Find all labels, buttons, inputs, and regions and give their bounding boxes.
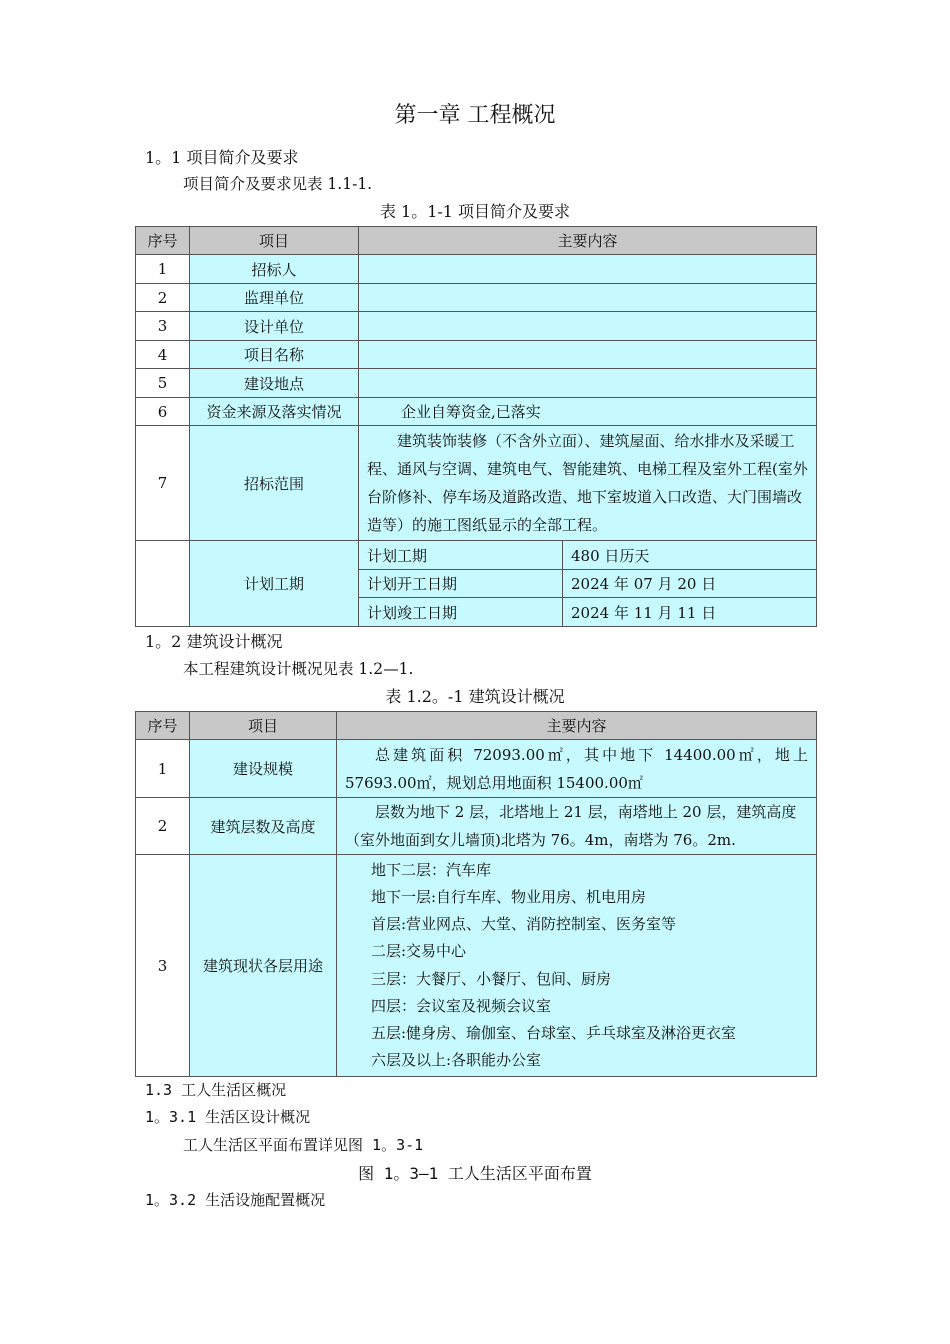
header-cell: 项目	[190, 712, 337, 740]
schedule-label: 计划竣工日期	[359, 598, 563, 627]
header-cell: 序号	[136, 227, 190, 255]
figure-caption: 图 1。3—1 工人生活区平面布置	[358, 1164, 592, 1183]
subsection-heading-1-3-2: 1。3.2 生活设施配置概况	[145, 1191, 326, 1209]
header-cell: 主要内容	[359, 227, 817, 255]
row-item: 资金来源及落实情况	[190, 398, 359, 426]
schedule-value: 2024 年 07 月 20 日	[563, 570, 817, 598]
table-row	[136, 855, 817, 1077]
row-number: 5	[136, 369, 190, 398]
list-item: 五层:健身房、瑜伽室、台球室、乒乓球室及淋浴更衣室	[371, 1023, 737, 1042]
section-heading-1-1: 1。1 项目简介及要求	[145, 148, 299, 167]
row-content: 建筑装饰装修（不含外立面）、建筑屋面、给水排水及采暖工程、通风与空调、建筑电气、智能建筑、电梯工程及室外工程(室外台阶修补、停车场及道路改造、地下室坡道入口改造、大门围墙改造等）的施工图纸显示的全部工程。	[359, 426, 817, 541]
building-design-table	[135, 711, 817, 1077]
table-row	[136, 284, 817, 312]
row-item: 建筑层数及高度	[190, 798, 337, 855]
list-item: 六层及以上:各职能办公室	[371, 1051, 542, 1070]
header-cell: 序号	[136, 712, 190, 740]
schedule-label: 计划开工日期	[359, 570, 563, 598]
project-info-table	[135, 226, 817, 627]
table-header-row	[136, 712, 817, 740]
row-content	[359, 255, 817, 284]
page-title: 第一章 工程概况	[394, 103, 556, 128]
row-content: 层数为地下 2 层，北塔地上 21 层，南塔地上 20 层，建筑高度（室外地面到女儿墙顶)北塔为 76。4m，南塔为 76。2m.	[337, 798, 817, 855]
list-item: 四层：会议室及视频会议室	[371, 996, 552, 1015]
row-number: 1	[136, 255, 190, 284]
section-heading-1-2: 1。2 建筑设计概况	[145, 632, 283, 651]
subsection-heading-1-3-1: 1。3.1 生活区设计概况	[145, 1108, 311, 1126]
row-item: 建筑现状各层用途	[190, 855, 337, 1077]
list-item: 三层：大餐厅、小餐厅、包间、厨房	[371, 969, 612, 988]
row-number: 2	[136, 284, 190, 312]
schedule-value: 480 日历天	[563, 541, 817, 570]
table-caption-1-1: 表 1。1-1 项目简介及要求	[379, 202, 571, 221]
floor-usage-list	[337, 855, 817, 1077]
row-content	[359, 341, 817, 369]
list-item: 二层:交易中心	[371, 942, 467, 961]
table-row	[136, 255, 817, 284]
table-header-row	[136, 227, 817, 255]
table-caption-1-2: 表 1.2。-1 建筑设计概况	[385, 687, 565, 706]
list-item: 首层:营业网点、大堂、消防控制室、医务室等	[371, 915, 677, 934]
row-number: 2	[136, 798, 190, 855]
header-cell: 主要内容	[337, 712, 817, 740]
row-item: 设计单位	[190, 312, 359, 341]
row-number	[136, 541, 190, 627]
row-content	[359, 312, 817, 341]
table-row	[136, 341, 817, 369]
table-row	[136, 798, 817, 855]
row-number: 7	[136, 426, 190, 541]
schedule-label: 计划工期	[359, 541, 563, 570]
row-content: 总建筑面积 72093.00㎡，其中地下 14400.00㎡，地上 57693.00㎡，规划总用地面积 15400.00㎡	[337, 740, 817, 798]
schedule-row	[136, 541, 817, 570]
table-row	[136, 312, 817, 341]
row-item: 建设地点	[190, 369, 359, 398]
table-row	[136, 398, 817, 426]
subsection-text-1-3-1: 工人生活区平面布置详见图 1。3-1	[183, 1136, 424, 1154]
section-intro-1-2: 本工程建筑设计概况见表 1.2—1.	[183, 660, 414, 678]
row-item: 招标人	[190, 255, 359, 284]
section-intro-1-1: 项目简介及要求见表 1.1-1.	[183, 175, 373, 193]
row-item: 建设规模	[190, 740, 337, 798]
list-item: 地下二层：汽车库	[371, 860, 492, 879]
row-item: 招标范围	[190, 426, 359, 541]
row-number: 6	[136, 398, 190, 426]
list-item: 地下一层:自行车库、物业用房、机电用房	[371, 887, 647, 906]
row-item: 监理单位	[190, 284, 359, 312]
row-item: 项目名称	[190, 341, 359, 369]
row-content	[359, 369, 817, 398]
row-content	[359, 284, 817, 312]
row-number: 4	[136, 341, 190, 369]
schedule-value: 2024 年 11 月 11 日	[563, 598, 817, 627]
header-cell: 项目	[190, 227, 359, 255]
table-row	[136, 426, 817, 541]
section-heading-1-3: 1.3 工人生活区概况	[145, 1081, 287, 1099]
row-number: 3	[136, 855, 190, 1077]
row-number: 3	[136, 312, 190, 341]
table-row	[136, 369, 817, 398]
row-number: 1	[136, 740, 190, 798]
table-row	[136, 740, 817, 798]
row-item: 计划工期	[190, 541, 359, 627]
row-content: 企业自筹资金,已落实	[359, 398, 817, 426]
